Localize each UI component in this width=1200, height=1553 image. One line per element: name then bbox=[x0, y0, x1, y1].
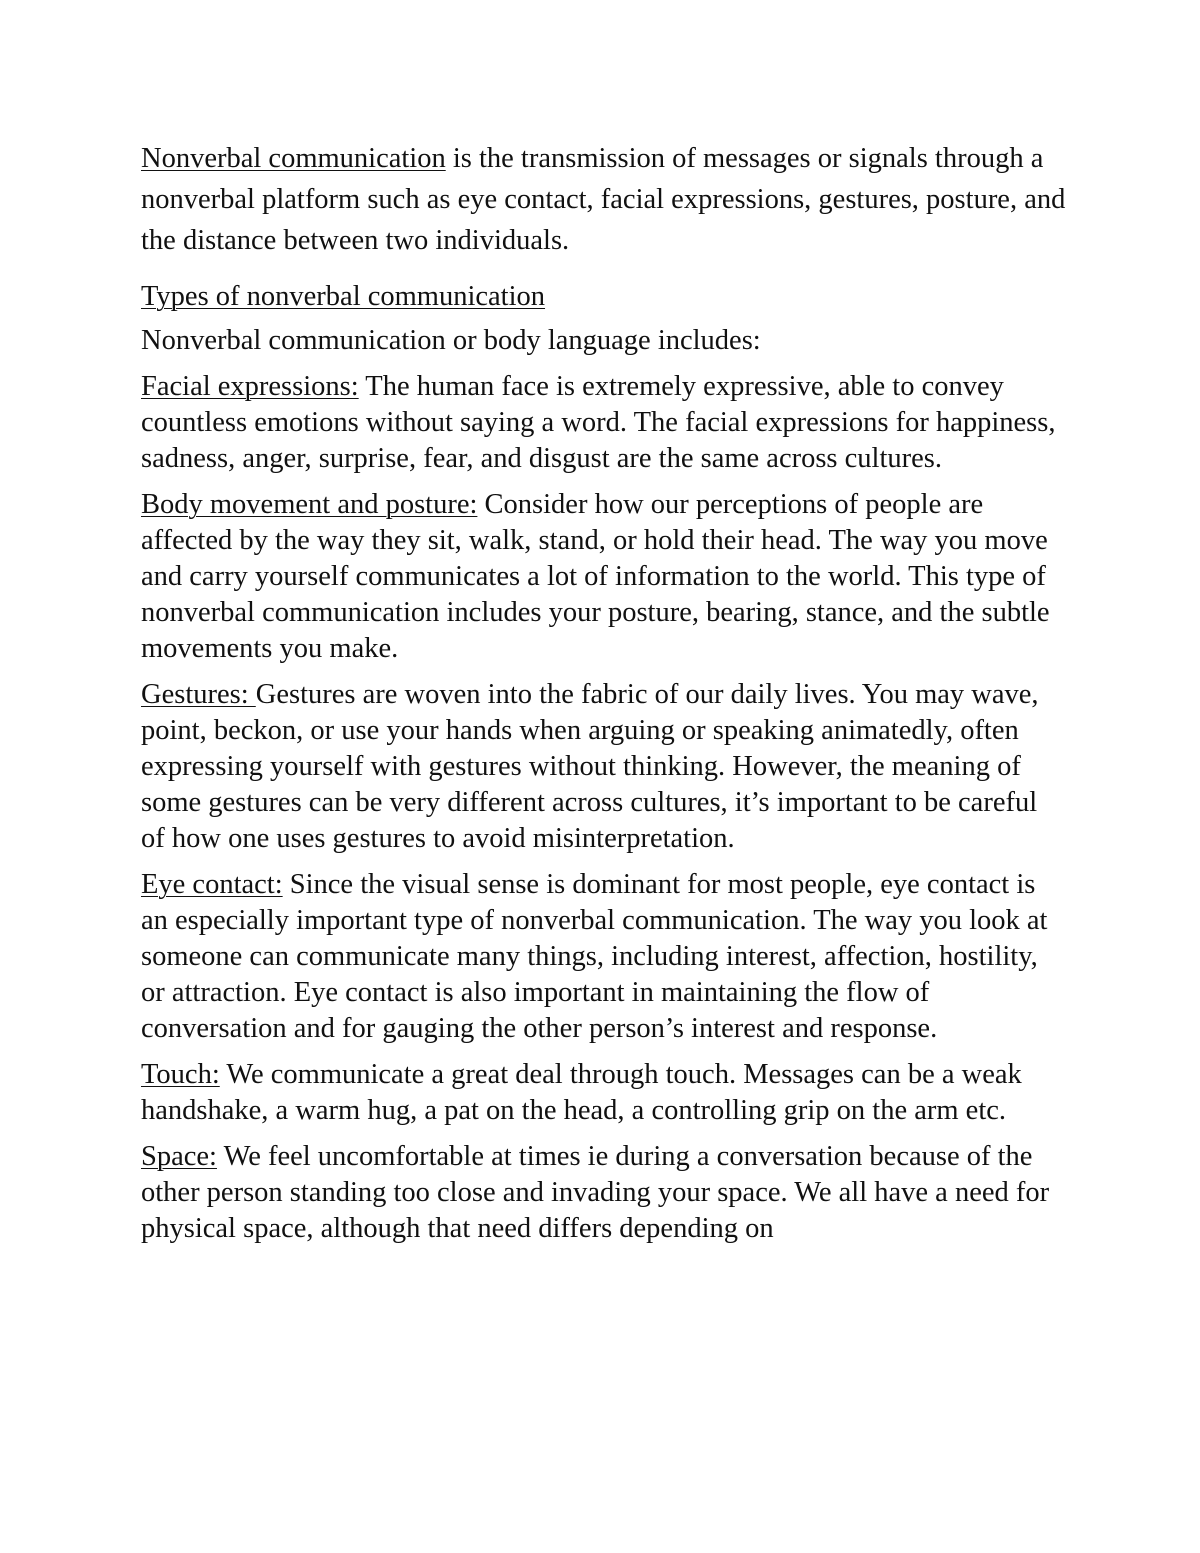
intro-term: Nonverbal communication bbox=[141, 143, 446, 174]
type-paragraph-eye-contact bbox=[141, 867, 1066, 1047]
intro-text: is the transmission of messages or signals through a nonverbal platform such as eye contact, facial expressions, gestures, posture, and the distance between two individuals. bbox=[141, 143, 1066, 256]
type-paragraph-facial-expressions bbox=[141, 369, 1066, 477]
type-text: Since the visual sense is dominant for most people, eye contact is an especially important type of nonverbal communication. The way you look at someone can communicate many things, including interest, affection, hostility, or attraction. Eye contact is also important in maintaining the flow of conversation and for gauging the other person’s interest and response. bbox=[141, 869, 1048, 1044]
type-term: Space: bbox=[141, 1141, 217, 1172]
lead-in-paragraph bbox=[141, 323, 1066, 359]
type-text: Gestures are woven into the fabric of our daily lives. You may wave, point, beckon, or use your hands when arguing or speaking animatedly, often expressing yourself with gestures without thinking. However, the meaning of some gestures can be very different across cultures, it’s important to be careful of how one uses gestures to avoid misinterpretation. bbox=[141, 679, 1039, 854]
type-term: Gestures: bbox=[141, 679, 256, 710]
type-text: We communicate a great deal through touch. Messages can be a weak handshake, a warm hug, a pat on the head, a controlling grip on the arm etc. bbox=[141, 1059, 1022, 1126]
type-term: Touch: bbox=[141, 1059, 220, 1090]
type-paragraph-space bbox=[141, 1139, 1066, 1247]
lead-in-text: Nonverbal communication or body language includes: bbox=[141, 325, 761, 356]
intro-paragraph bbox=[141, 138, 1066, 261]
type-text: Consider how our perceptions of people are affected by the way they sit, walk, stand, or hold their head. The way you move and carry yourself communicates a lot of information to the world. This type of nonverbal communication includes your posture, bearing, stance, and the subtle movements you make. bbox=[141, 489, 1050, 664]
type-term: Eye contact: bbox=[141, 869, 283, 900]
type-text: The human face is extremely expressive, able to convey countless emotions without saying a word. The facial expressions for happiness, sadness, anger, surprise, fear, and disgust are the same across cultures. bbox=[141, 371, 1056, 474]
section-heading bbox=[141, 279, 1066, 315]
type-term: Facial expressions: bbox=[141, 371, 359, 402]
type-text: We feel uncomfortable at times ie during a conversation because of the other person standing too close and invading your space. We all have a need for physical space, although that need differs depending on bbox=[141, 1141, 1050, 1244]
section-heading-text: Types of nonverbal communication bbox=[141, 281, 546, 312]
type-term: Body movement and posture: bbox=[141, 489, 478, 520]
type-paragraph-body-movement bbox=[141, 487, 1066, 667]
type-paragraph-touch bbox=[141, 1057, 1066, 1129]
type-paragraph-gestures bbox=[141, 677, 1066, 857]
document-page bbox=[141, 138, 1066, 1257]
